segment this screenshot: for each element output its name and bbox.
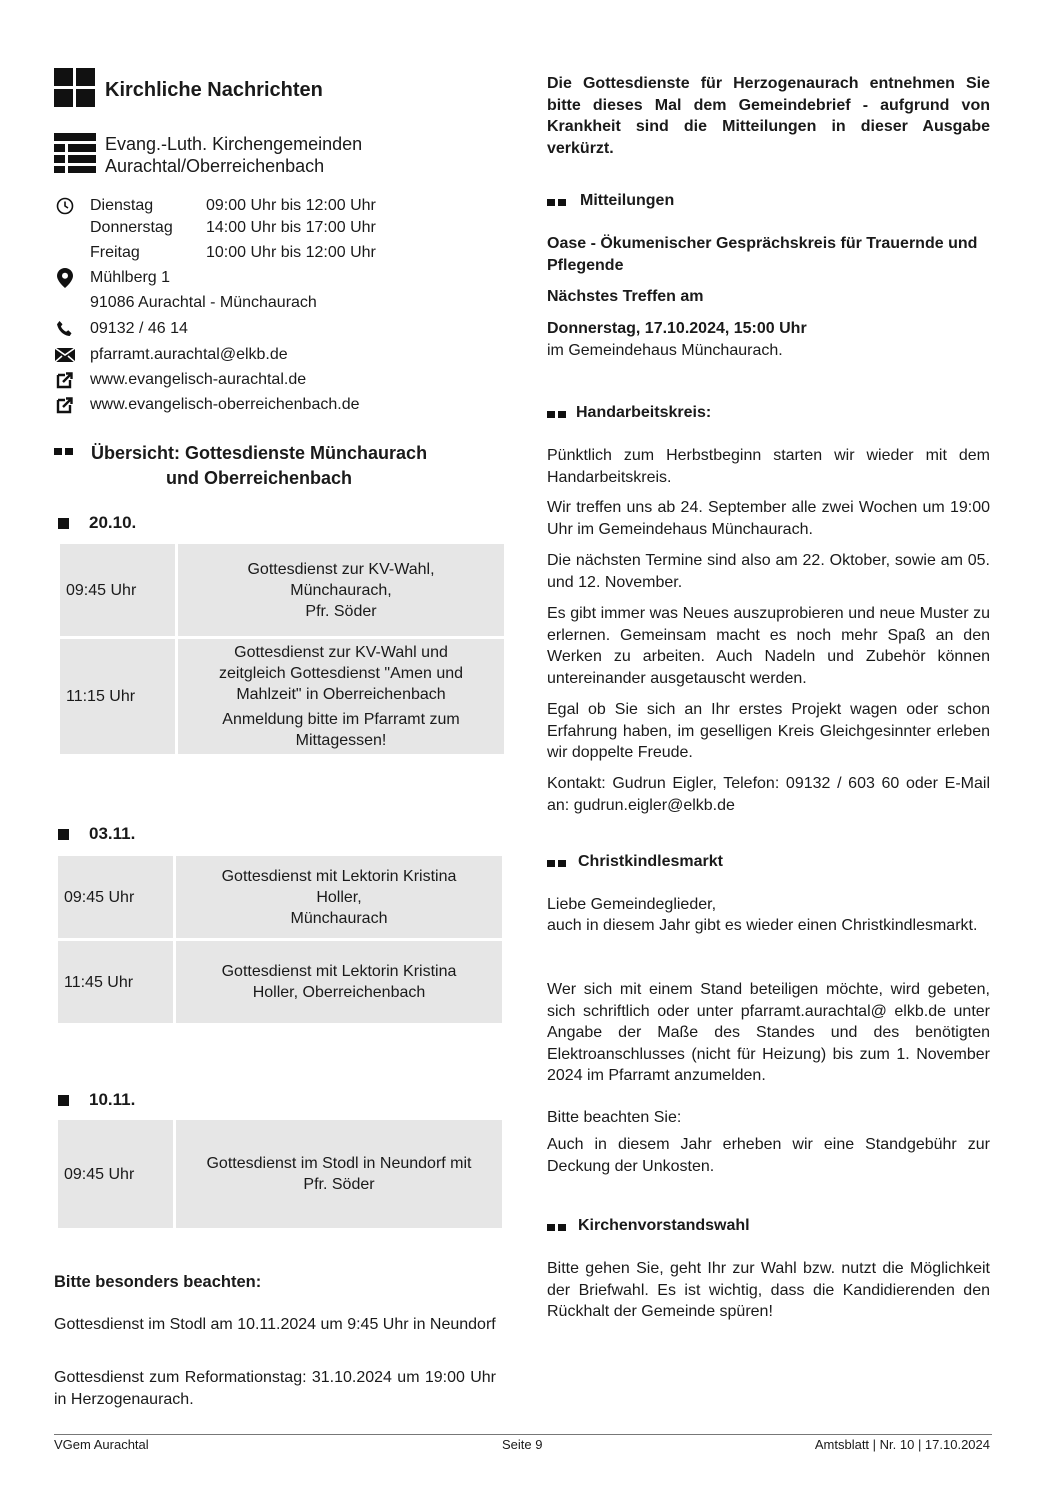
handarbeit-heading: Handarbeitskreis:: [547, 404, 711, 422]
overview-heading: Übersicht: Gottesdienste Münchaurach und Oberreichenbach: [54, 441, 427, 491]
handarbeit-contact: Kontakt: Gudrun Eigler, Telefon: 09132 / 603 60 oder E-Mail an: gudrun.eigler@elkb.de: [547, 775, 990, 814]
email-icon: [54, 344, 76, 366]
christkindl-intro: auch in diesem Jahr gibt es wieder einen Christkindlesmarkt.: [547, 917, 978, 934]
kv-heading: Kirchenvorstandswahl: [547, 1217, 750, 1235]
service-description: Gottesdienst zur KV-Wahl, Münchaurach, Pfr. Söder: [178, 544, 504, 636]
table-row: [60, 544, 504, 636]
christkindl-p3: Auch in diesem Jahr erheben wir eine Standgebühr zur Deckung der Unkosten.: [547, 1136, 990, 1175]
hours-time-0: 09:00 Uhr bis 12:00 Uhr: [206, 197, 376, 214]
intro-notice: Die Gottesdienste für Herzogenaurach entnehmen Sie bitte dieses Mal dem Gemeindebrief - aufgrund von Krankheit sind die Mitteilungen in dieser Ausgabe verkürzt.: [547, 75, 990, 157]
christkindl-heading: Christkindlesmarkt: [547, 853, 723, 871]
clock-icon: [54, 195, 76, 217]
service-description: Gottesdienst im Stodl in Neundorf mit Pfr. Söder: [176, 1120, 502, 1228]
christkindl-greeting: Liebe Gemeindeglieder,: [547, 896, 717, 913]
service-time: 11:45 Uhr: [58, 941, 173, 1023]
phone-icon: [54, 318, 76, 340]
address-city: 91086 Aurachtal - Münchaurach: [90, 294, 317, 311]
date-heading-1: 20.10.: [58, 513, 136, 533]
date-heading-2: 03.11.: [58, 824, 135, 844]
section-marker-icon: [547, 1224, 566, 1231]
footer-left: VGem Aurachtal: [54, 1437, 149, 1452]
service-description: Gottesdienst mit Lektorin Kristina Holler, Münchaurach: [176, 856, 502, 938]
location-pin-icon: [54, 267, 76, 289]
oase-place: im Gemeindehaus Münchaurach.: [547, 342, 783, 359]
external-link-icon: [54, 369, 76, 391]
organization-name: Evang.-Luth. Kirchengemeinden Aurachtal/Oberreichenbach: [105, 134, 363, 176]
notes-heading: Bitte besonders beachten:: [54, 1273, 262, 1291]
service-table-1: [57, 541, 507, 757]
section-logo-icon: [54, 68, 96, 108]
service-time: 11:15 Uhr: [60, 639, 175, 754]
table-row: [60, 639, 504, 754]
phone-number: 09132 / 46 14: [90, 320, 188, 337]
kv-p1: Bitte gehen Sie, geht Ihr zur Wahl bzw. nutzt die Möglichkeit der Briefwahl. Es ist wichtig, dass die Kandidierenden den Rückhalt der Gemeinde spüren!: [547, 1260, 990, 1320]
table-row: [58, 1120, 502, 1228]
date-marker-icon: [58, 829, 69, 840]
hours-day-0: Dienstag: [90, 197, 154, 214]
email-link[interactable]: pfarramt.aurachtal@elkb.de: [90, 346, 288, 363]
hours-day-2: Freitag: [90, 244, 140, 261]
oase-next: Nächstes Treffen am: [547, 288, 704, 305]
christkindl-p2: Bitte beachten Sie:: [547, 1109, 682, 1126]
page-title: Kirchliche Nachrichten: [105, 79, 323, 101]
service-time: 09:45 Uhr: [58, 856, 173, 938]
handarbeit-p1: Pünktlich zum Herbstbeginn starten wir wieder mit dem Handarbeitskreis.: [547, 447, 990, 486]
website-link-1[interactable]: www.evangelisch-aurachtal.de: [90, 371, 307, 388]
service-time: 09:45 Uhr: [60, 544, 175, 636]
church-logo-icon: [54, 133, 96, 173]
service-table-3: [55, 1117, 505, 1231]
date-marker-icon: [58, 518, 69, 529]
website-link-2[interactable]: www.evangelisch-oberreichenbach.de: [90, 396, 360, 413]
section-marker-icon: [547, 199, 566, 206]
hours-day-1: Donnerstag: [90, 219, 173, 236]
handarbeit-p4: Es gibt immer was Neues auszuprobieren und neue Muster zu erlernen. Gemeinsam macht es noch mehr Spaß an den Werken zu arbeiten. Auch Nadeln und Zubehör können untereinander ausgetauscht werden.: [547, 605, 990, 687]
christkindl-p1: Wer sich mit einem Stand beteiligen möchte, wird gebeten, sich schriftlich oder unter pfarramt.aurachtal@ elkb.de unter Angabe der Maße des Standes und des benötigten Elektroanschlusses (nicht für Heizung) bis zum 1. November 2024 im Pfarramt anzumelden.: [547, 981, 990, 1084]
footer-right: Amtsblatt | Nr. 10 | 17.10.2024: [814, 1437, 990, 1452]
address-street: Mühlberg 1: [90, 269, 171, 286]
section-marker-icon: [547, 411, 566, 418]
service-table-2: [55, 853, 505, 1026]
notes-paragraph-1: Gottesdienst im Stodl am 10.11.2024 um 9:45 Uhr in Neundorf: [54, 1316, 496, 1333]
service-description: Gottesdienst mit Lektorin Kristina Holler, Oberreichenbach: [176, 941, 502, 1023]
section-marker-icon: [54, 448, 73, 455]
hours-time-1: 14:00 Uhr bis 17:00 Uhr: [206, 219, 376, 236]
footer-page-number: Seite 9: [502, 1437, 543, 1452]
section-marker-icon: [547, 860, 566, 867]
date-marker-icon: [58, 1095, 69, 1106]
oase-date: Donnerstag, 17.10.2024, 15:00 Uhr: [547, 320, 807, 337]
oase-title: Oase - Ökumenischer Gesprächskreis für Trauernde und Pflegende: [547, 235, 978, 274]
table-row: [58, 941, 502, 1023]
service-description: Gottesdienst zur KV-Wahl und zeitgleich Gottesdienst "Amen und Mahlzeit" in Oberreichenbach Anmeldung bitte im Pfarramt zum Mittagessen!: [178, 639, 504, 754]
handarbeit-p2: Wir treffen uns ab 24. September alle zwei Wochen um 19:00 Uhr im Gemeindehaus Münchaurach.: [547, 499, 990, 538]
notes-paragraph-2: Gottesdienst zum Reformationstag: 31.10.2024 um 19:00 Uhr in Herzogenaurach.: [54, 1369, 496, 1408]
date-heading-3: 10.11.: [58, 1090, 135, 1110]
handarbeit-p5: Egal ob Sie sich an Ihr erstes Projekt wagen oder schon Erfahrung haben, im geselligen Kreis Gleichgesinnter erleben wir doppelte Freude.: [547, 701, 990, 761]
hours-time-2: 10:00 Uhr bis 12:00 Uhr: [206, 244, 376, 261]
service-time: 09:45 Uhr: [58, 1120, 173, 1228]
mitteilungen-heading: Mitteilungen: [547, 192, 674, 210]
external-link-icon: [54, 394, 76, 416]
table-row: [58, 856, 502, 938]
handarbeit-p3: Die nächsten Termine sind also am 22. Oktober, sowie am 05. und 12. November.: [547, 552, 990, 591]
footer-divider: [54, 1434, 992, 1435]
